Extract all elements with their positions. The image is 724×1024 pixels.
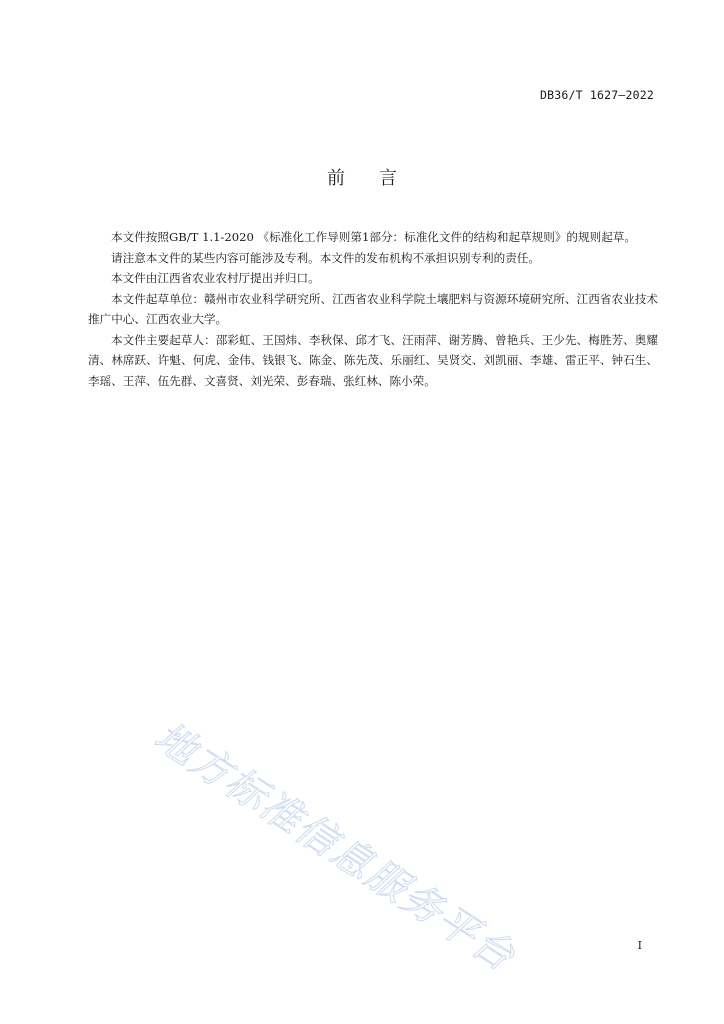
foreword-body (88, 227, 658, 391)
paragraph-drafters: 本文件主要起草人：邵彩虹、王国炜、李秋保、邱才飞、汪雨萍、谢芳腾、曾艳兵、王少先、梅胜芳、奥耀清、林席跃、许魁、何虎、金伟、钱银飞、陈金、陈先茂、乐丽红、吴贤交、刘凯丽、李雄、雷正平、钟石生、李瑶、王萍、伍先群、文喜贤、刘光荣、彭春瑞、张红林、陈小荣。 (88, 332, 658, 388)
section-title: 前言 (327, 168, 431, 189)
document-code: DB36/T 1627—2022 (540, 88, 654, 102)
watermark: 地方标准信息服务平台 (146, 713, 524, 981)
paragraph-proposer: 本文件由江西省农业农村厅提出并归口。 (111, 271, 320, 285)
paragraph-drafting-units: 本文件起草单位：赣州市农业科学研究所、江西省农业科学院土壤肥料与资源环境研究所、江西省农业技术推广中心、江西农业大学。 (88, 291, 658, 326)
paragraph-drafting-rules: 本文件按照GB/T 1.1-2020 《标准化工作导则第1部分：标准化文件的结构和起草规则》的规则起草。 (111, 230, 636, 244)
paragraph-patent-notice: 请注意本文件的某些内容可能涉及专利。本文件的发布机构不承担识别专利的责任。 (111, 250, 540, 265)
page-number: I (637, 939, 642, 952)
